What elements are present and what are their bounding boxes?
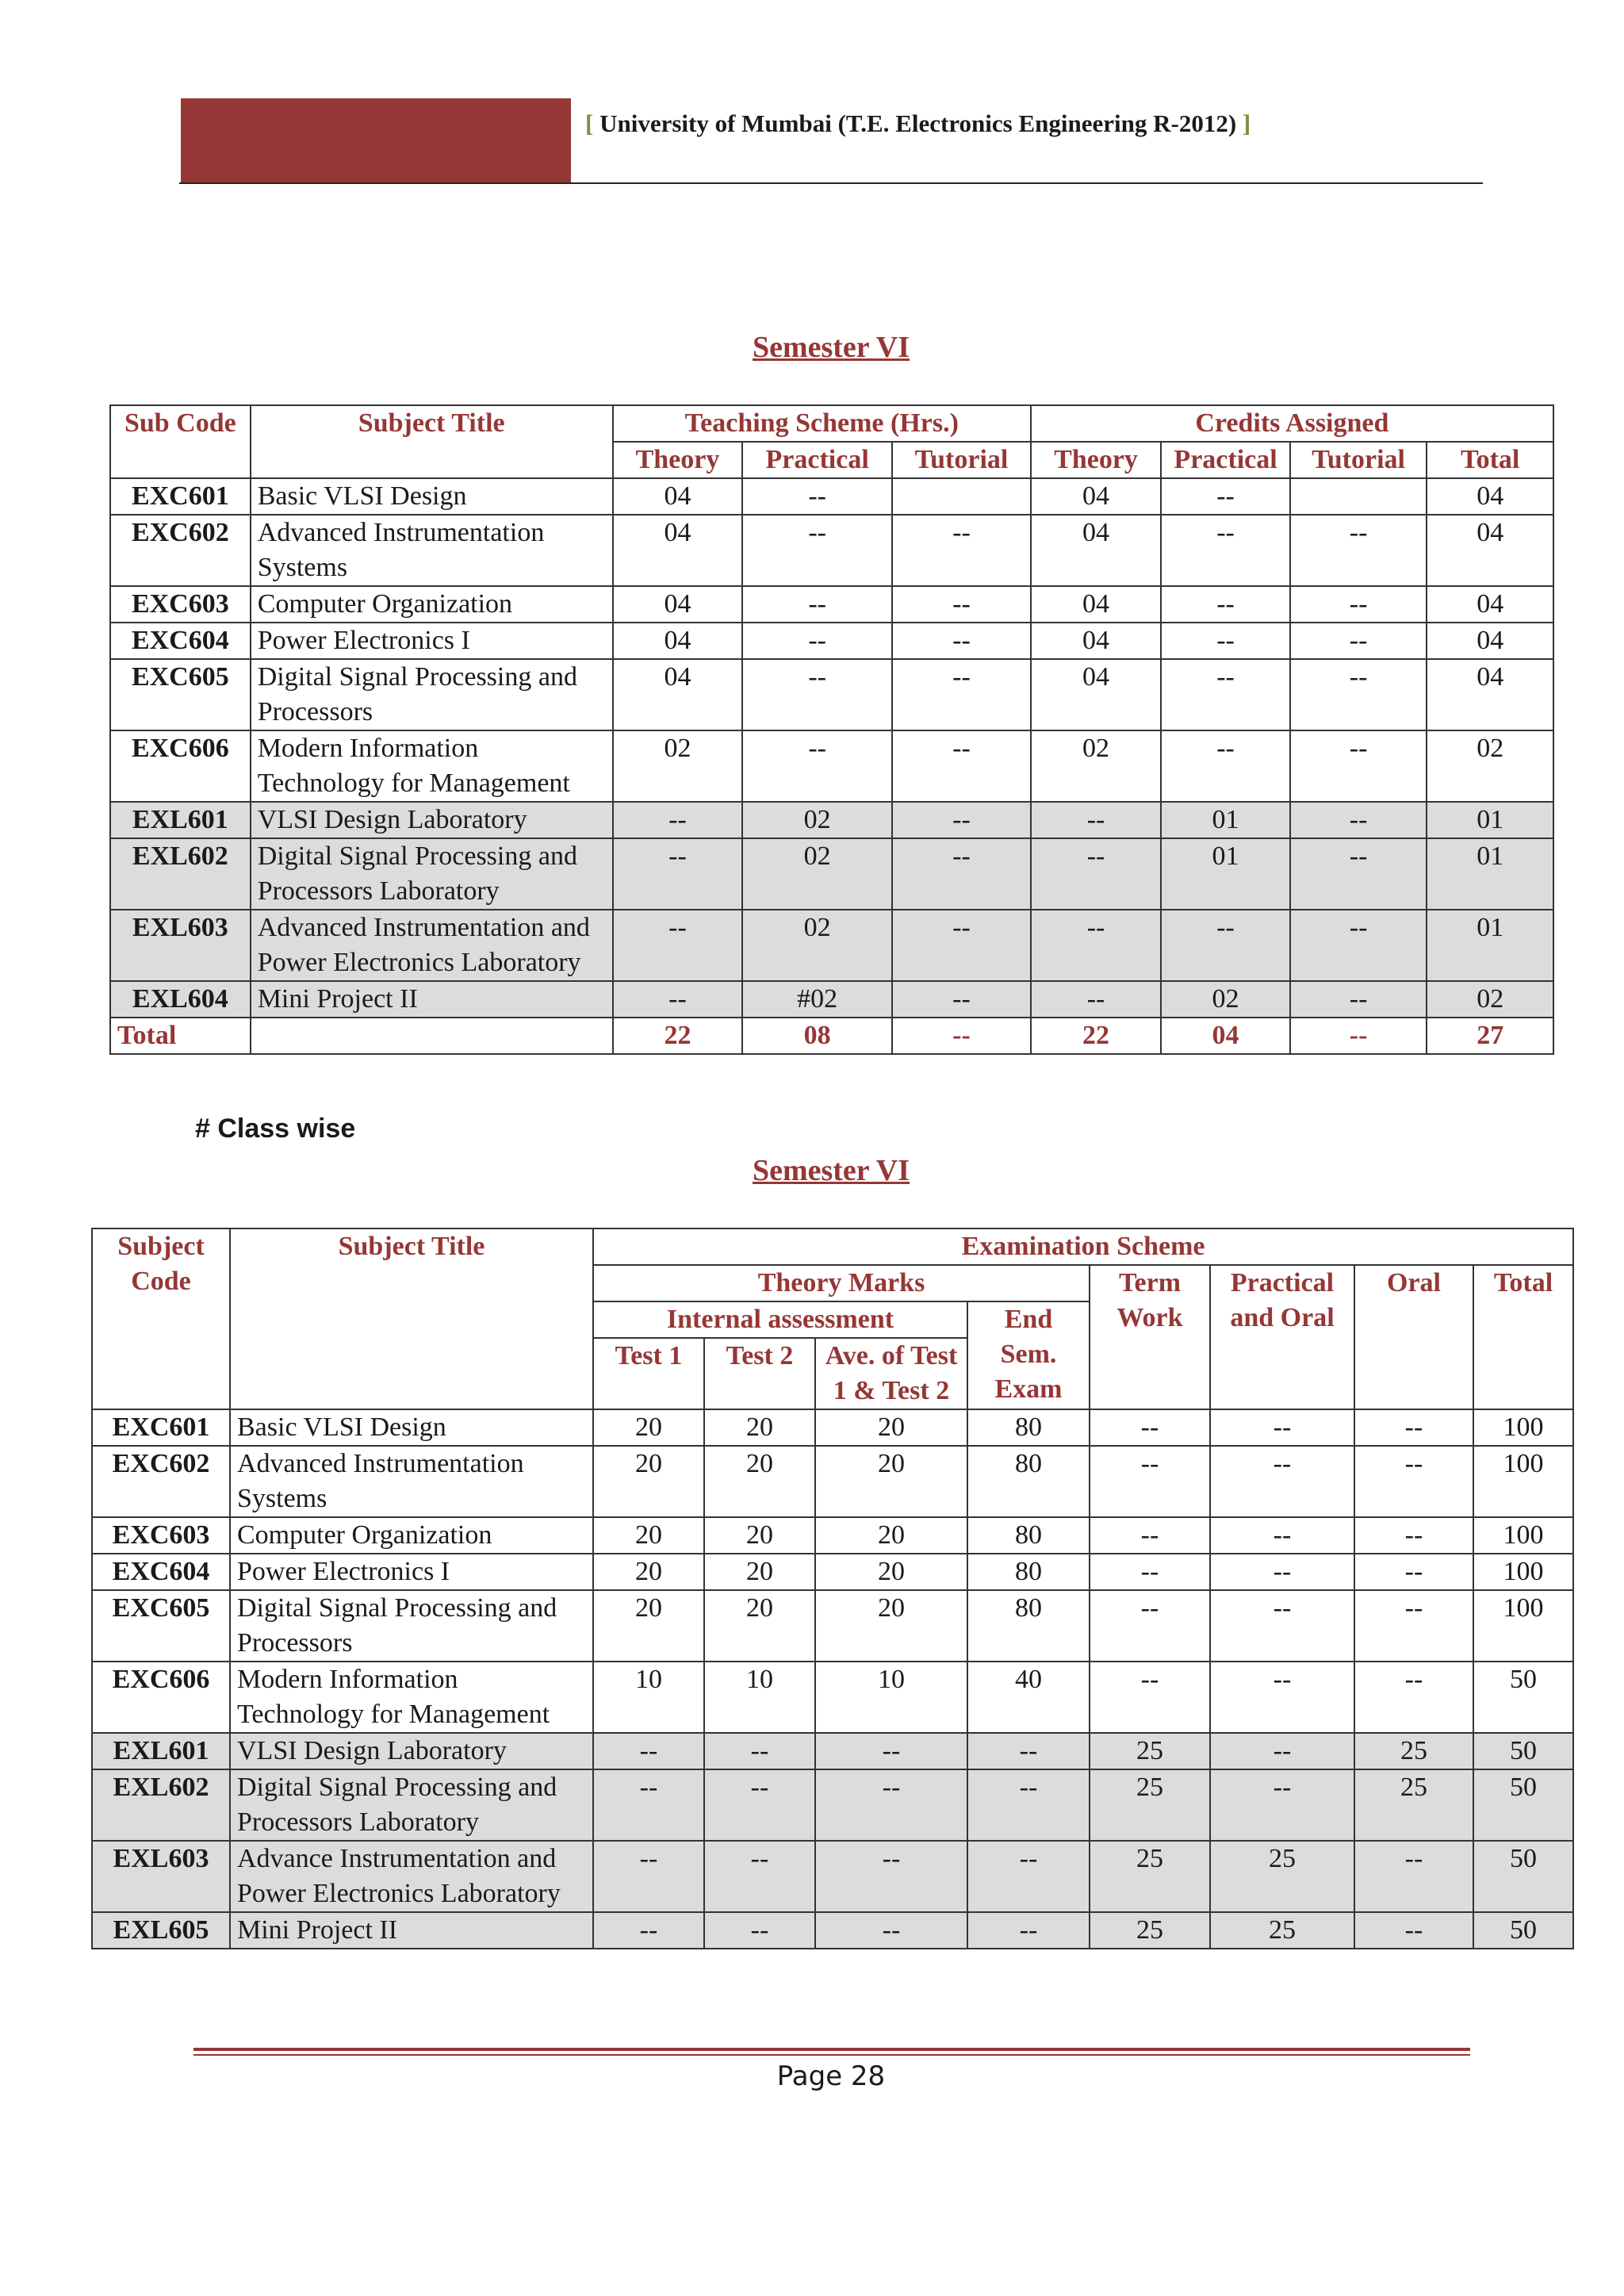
test2: 20 (704, 1409, 815, 1446)
term-work: 25 (1090, 1769, 1210, 1841)
table-row (92, 1733, 1573, 1769)
oral: -- (1354, 1409, 1473, 1446)
cr-theory: 04 (1031, 478, 1162, 515)
term-work: 25 (1090, 1912, 1210, 1949)
cr-total: 04 (1427, 623, 1553, 659)
table-row (92, 1517, 1573, 1554)
ts-tutorial: -- (892, 515, 1031, 586)
header-sub-code: Sub Code (110, 405, 251, 478)
oral: -- (1354, 1841, 1473, 1912)
average: 20 (815, 1554, 967, 1590)
cr-total: 01 (1427, 838, 1553, 910)
ts-theory: -- (613, 802, 743, 838)
end-sem: 40 (967, 1662, 1090, 1733)
ts-practical: -- (742, 730, 892, 802)
cr-total: 04 (1427, 515, 1553, 586)
end-sem: -- (967, 1733, 1090, 1769)
table2-title: Semester VI (752, 1154, 910, 1187)
subject-title: Modern Information Technology for Management (251, 730, 613, 802)
practical-oral: -- (1210, 1446, 1354, 1517)
footer-rule-thin (193, 2054, 1470, 2056)
cr-practical: 01 (1161, 838, 1289, 910)
subject-title: Advanced Instrumentation Systems (251, 515, 613, 586)
oral: -- (1354, 1662, 1473, 1733)
test2: -- (704, 1912, 815, 1949)
test1: 20 (593, 1517, 704, 1554)
total: 50 (1473, 1769, 1573, 1841)
practical-oral: -- (1210, 1733, 1354, 1769)
test1: 20 (593, 1409, 704, 1446)
cr-theory: -- (1031, 981, 1162, 1018)
header-average: Ave. of Test 1 & Test 2 (815, 1338, 967, 1409)
subject-title: Mini Project II (251, 981, 613, 1018)
practical-oral: 25 (1210, 1912, 1354, 1949)
subject-title: Digital Signal Processing and Processors Laboratory (251, 838, 613, 910)
practical-oral: -- (1210, 1769, 1354, 1841)
header-term-work: Term Work (1090, 1265, 1210, 1409)
ts-theory: 04 (613, 586, 743, 623)
table-row (92, 1409, 1573, 1446)
table-row (110, 586, 1553, 623)
cr-theory: 04 (1031, 586, 1162, 623)
oral: -- (1354, 1446, 1473, 1517)
ts-theory: -- (613, 981, 743, 1018)
subject-code: EXC602 (92, 1446, 230, 1517)
total: 100 (1473, 1554, 1573, 1590)
subject-code: EXL602 (92, 1769, 230, 1841)
cr-theory: 04 (1031, 515, 1162, 586)
cr-tutorial: -- (1290, 981, 1427, 1018)
end-sem: 80 (967, 1409, 1090, 1446)
header-color-block (181, 98, 571, 184)
table-row (92, 1662, 1573, 1733)
term-work: -- (1090, 1554, 1210, 1590)
table-row (110, 802, 1553, 838)
header-practical-oral: Practical and Oral (1210, 1265, 1354, 1409)
header-test2: Test 2 (704, 1338, 815, 1409)
term-work: -- (1090, 1446, 1210, 1517)
total: 50 (1473, 1841, 1573, 1912)
cr-practical: -- (1161, 659, 1289, 730)
cr-tutorial: -- (1290, 623, 1427, 659)
ts-practical: -- (742, 478, 892, 515)
header-test1: Test 1 (593, 1338, 704, 1409)
subject-code: EXL601 (110, 802, 251, 838)
subject-title: Power Electronics I (230, 1554, 593, 1590)
ts-theory: 04 (613, 515, 743, 586)
header-subject-title: Subject Title (230, 1228, 593, 1409)
total-ts-practical: 08 (742, 1018, 892, 1054)
test1: -- (593, 1912, 704, 1949)
examination-scheme-table (91, 1228, 1574, 1949)
subject-code: EXC603 (92, 1517, 230, 1554)
practical-oral: -- (1210, 1409, 1354, 1446)
subject-title: Digital Signal Processing and Processors (230, 1590, 593, 1662)
ts-tutorial: -- (892, 730, 1031, 802)
average: 10 (815, 1662, 967, 1733)
cr-theory: 04 (1031, 623, 1162, 659)
header-cr-total: Total (1427, 442, 1553, 478)
table-row (110, 981, 1553, 1018)
end-sem: -- (967, 1912, 1090, 1949)
test1: -- (593, 1733, 704, 1769)
header-total: Total (1473, 1265, 1573, 1409)
header-examination-scheme: Examination Scheme (593, 1228, 1573, 1265)
subject-code: EXC606 (110, 730, 251, 802)
header-subject-code: Subject Code (92, 1228, 230, 1409)
average: 20 (815, 1446, 967, 1517)
term-work: 25 (1090, 1733, 1210, 1769)
total-title (251, 1018, 613, 1054)
header-cr-theory: Theory (1031, 442, 1162, 478)
header-subject-title: Subject Title (251, 405, 613, 478)
cr-practical: 01 (1161, 802, 1289, 838)
table-row (110, 838, 1553, 910)
test2: 20 (704, 1554, 815, 1590)
subject-code: EXL605 (92, 1912, 230, 1949)
ts-practical: -- (742, 586, 892, 623)
ts-theory: 04 (613, 659, 743, 730)
cr-total: 04 (1427, 659, 1553, 730)
header-theory-marks: Theory Marks (593, 1265, 1090, 1301)
oral: 25 (1354, 1733, 1473, 1769)
table1-title: Semester VI (752, 331, 910, 364)
term-work: -- (1090, 1517, 1210, 1554)
subject-code: EXL601 (92, 1733, 230, 1769)
test1: 10 (593, 1662, 704, 1733)
cr-practical: -- (1161, 730, 1289, 802)
subject-code: EXL603 (92, 1841, 230, 1912)
header-ts-tutorial: Tutorial (892, 442, 1031, 478)
subject-title: VLSI Design Laboratory (230, 1733, 593, 1769)
subject-title: Computer Organization (230, 1517, 593, 1554)
cr-tutorial: -- (1290, 515, 1427, 586)
page-number: Page 28 (776, 2060, 886, 2092)
subject-title: Mini Project II (230, 1912, 593, 1949)
subject-code: EXL604 (110, 981, 251, 1018)
subject-title: Modern Information Technology for Management (230, 1662, 593, 1733)
test2: 20 (704, 1446, 815, 1517)
ts-tutorial: -- (892, 981, 1031, 1018)
subject-code: EXC601 (92, 1409, 230, 1446)
header-cr-practical: Practical (1161, 442, 1289, 478)
cr-tutorial: -- (1290, 586, 1427, 623)
table2-header-row-1 (92, 1228, 1573, 1265)
cr-practical: -- (1161, 623, 1289, 659)
cr-theory: -- (1031, 838, 1162, 910)
term-work: -- (1090, 1662, 1210, 1733)
end-sem: -- (967, 1769, 1090, 1841)
ts-theory: -- (613, 838, 743, 910)
cr-practical: -- (1161, 910, 1289, 981)
ts-theory: 04 (613, 623, 743, 659)
table-row (110, 659, 1553, 730)
cr-tutorial: -- (1290, 910, 1427, 981)
end-sem: 80 (967, 1446, 1090, 1517)
end-sem: 80 (967, 1590, 1090, 1662)
average: 20 (815, 1409, 967, 1446)
total: 100 (1473, 1590, 1573, 1662)
class-wise-note: # Class wise (195, 1114, 356, 1144)
test1: -- (593, 1841, 704, 1912)
teaching-scheme-table (109, 404, 1554, 1055)
table1-header-row-1 (110, 405, 1553, 442)
table-row (92, 1554, 1573, 1590)
cr-tutorial (1290, 478, 1427, 515)
cr-practical: -- (1161, 586, 1289, 623)
cr-total: 04 (1427, 478, 1553, 515)
cr-tutorial: -- (1290, 659, 1427, 730)
total: 50 (1473, 1662, 1573, 1733)
cr-theory: 02 (1031, 730, 1162, 802)
end-sem: 80 (967, 1554, 1090, 1590)
subject-code: EXC601 (110, 478, 251, 515)
term-work: -- (1090, 1590, 1210, 1662)
average: -- (815, 1733, 967, 1769)
cr-tutorial: -- (1290, 730, 1427, 802)
header-end-sem: End Sem. Exam (967, 1301, 1090, 1409)
subject-code: EXC605 (92, 1590, 230, 1662)
footer-rule (193, 2048, 1470, 2051)
subject-title: VLSI Design Laboratory (251, 802, 613, 838)
ts-practical: 02 (742, 910, 892, 981)
test2: -- (704, 1769, 815, 1841)
total-cr-practical: 04 (1161, 1018, 1289, 1054)
ts-theory: -- (613, 910, 743, 981)
end-sem: -- (967, 1841, 1090, 1912)
total: 50 (1473, 1733, 1573, 1769)
table-row (92, 1769, 1573, 1841)
total-cr-theory: 22 (1031, 1018, 1162, 1054)
subject-title: Advanced Instrumentation and Power Electronics Laboratory (251, 910, 613, 981)
header-ts-practical: Practical (742, 442, 892, 478)
subject-code: EXL602 (110, 838, 251, 910)
cr-practical: -- (1161, 478, 1289, 515)
cr-theory: -- (1031, 910, 1162, 981)
subject-title: Digital Signal Processing and Processors Laboratory (230, 1769, 593, 1841)
cr-theory: 04 (1031, 659, 1162, 730)
table-row (110, 910, 1553, 981)
practical-oral: -- (1210, 1554, 1354, 1590)
subject-code: EXL603 (110, 910, 251, 981)
total: 100 (1473, 1409, 1573, 1446)
test1: 20 (593, 1590, 704, 1662)
ts-tutorial: -- (892, 802, 1031, 838)
subject-code: EXC603 (110, 586, 251, 623)
subject-title: Computer Organization (251, 586, 613, 623)
average: -- (815, 1769, 967, 1841)
subject-title: Power Electronics I (251, 623, 613, 659)
practical-oral: -- (1210, 1662, 1354, 1733)
ts-practical: -- (742, 515, 892, 586)
term-work: 25 (1090, 1841, 1210, 1912)
table-row (92, 1590, 1573, 1662)
cr-tutorial: -- (1290, 838, 1427, 910)
test1: -- (593, 1769, 704, 1841)
header-ts-theory: Theory (613, 442, 743, 478)
table-row (92, 1841, 1573, 1912)
subject-title: Advanced Instrumentation Systems (230, 1446, 593, 1517)
cr-total: 02 (1427, 730, 1553, 802)
total: 50 (1473, 1912, 1573, 1949)
test2: 20 (704, 1517, 815, 1554)
test2: -- (704, 1841, 815, 1912)
oral: -- (1354, 1517, 1473, 1554)
cr-total: 02 (1427, 981, 1553, 1018)
cr-practical: -- (1161, 515, 1289, 586)
ts-practical: -- (742, 659, 892, 730)
average: 20 (815, 1517, 967, 1554)
table-row (110, 623, 1553, 659)
table-row (110, 515, 1553, 586)
ts-tutorial: -- (892, 623, 1031, 659)
header-cr-tutorial: Tutorial (1290, 442, 1427, 478)
ts-practical: #02 (742, 981, 892, 1018)
practical-oral: -- (1210, 1590, 1354, 1662)
ts-practical: 02 (742, 838, 892, 910)
cr-tutorial: -- (1290, 802, 1427, 838)
test2: -- (704, 1733, 815, 1769)
test1: 20 (593, 1446, 704, 1517)
oral: -- (1354, 1912, 1473, 1949)
total-cr-tutorial: -- (1290, 1018, 1427, 1054)
cr-total: 01 (1427, 802, 1553, 838)
oral: 25 (1354, 1769, 1473, 1841)
table-row (92, 1446, 1573, 1517)
end-sem: 80 (967, 1517, 1090, 1554)
subject-code: EXC604 (110, 623, 251, 659)
practical-oral: 25 (1210, 1841, 1354, 1912)
ts-theory: 04 (613, 478, 743, 515)
total-row (110, 1018, 1553, 1054)
average: -- (815, 1841, 967, 1912)
subject-code: EXC604 (92, 1554, 230, 1590)
practical-oral: -- (1210, 1517, 1354, 1554)
oral: -- (1354, 1554, 1473, 1590)
subject-title: Basic VLSI Design (251, 478, 613, 515)
table-row (110, 478, 1553, 515)
term-work: -- (1090, 1409, 1210, 1446)
total: 100 (1473, 1446, 1573, 1517)
ts-tutorial: -- (892, 659, 1031, 730)
total-ts-theory: 22 (613, 1018, 743, 1054)
cr-theory: -- (1031, 802, 1162, 838)
oral: -- (1354, 1590, 1473, 1662)
cr-total: 04 (1427, 586, 1553, 623)
test2: 10 (704, 1662, 815, 1733)
header-internal-assessment: Internal assessment (593, 1301, 967, 1338)
header-oral: Oral (1354, 1265, 1473, 1409)
total-cr-total: 27 (1427, 1018, 1553, 1054)
subject-code: EXC605 (110, 659, 251, 730)
header-credits-assigned: Credits Assigned (1031, 405, 1553, 442)
header-teaching-scheme: Teaching Scheme (Hrs.) (613, 405, 1031, 442)
subject-title: Advance Instrumentation and Power Electronics Laboratory (230, 1841, 593, 1912)
subject-title: Basic VLSI Design (230, 1409, 593, 1446)
ts-tutorial: -- (892, 910, 1031, 981)
subject-code: EXC606 (92, 1662, 230, 1733)
cr-total: 01 (1427, 910, 1553, 981)
average: -- (815, 1912, 967, 1949)
total: 100 (1473, 1517, 1573, 1554)
total-ts-tutorial: -- (892, 1018, 1031, 1054)
ts-tutorial: -- (892, 586, 1031, 623)
table-row (92, 1912, 1573, 1949)
ts-tutorial (892, 478, 1031, 515)
test2: 20 (704, 1590, 815, 1662)
average: 20 (815, 1590, 967, 1662)
header-title: [ University of Mumbai (T.E. Electronics Engineering R-2012) ] (585, 109, 1251, 137)
ts-theory: 02 (613, 730, 743, 802)
ts-tutorial: -- (892, 838, 1031, 910)
test1: 20 (593, 1554, 704, 1590)
table-row (110, 730, 1553, 802)
total-label: Total (110, 1018, 251, 1054)
ts-practical: -- (742, 623, 892, 659)
cr-practical: 02 (1161, 981, 1289, 1018)
ts-practical: 02 (742, 802, 892, 838)
header-rule (179, 182, 1483, 184)
subject-title: Digital Signal Processing and Processors (251, 659, 613, 730)
subject-code: EXC602 (110, 515, 251, 586)
